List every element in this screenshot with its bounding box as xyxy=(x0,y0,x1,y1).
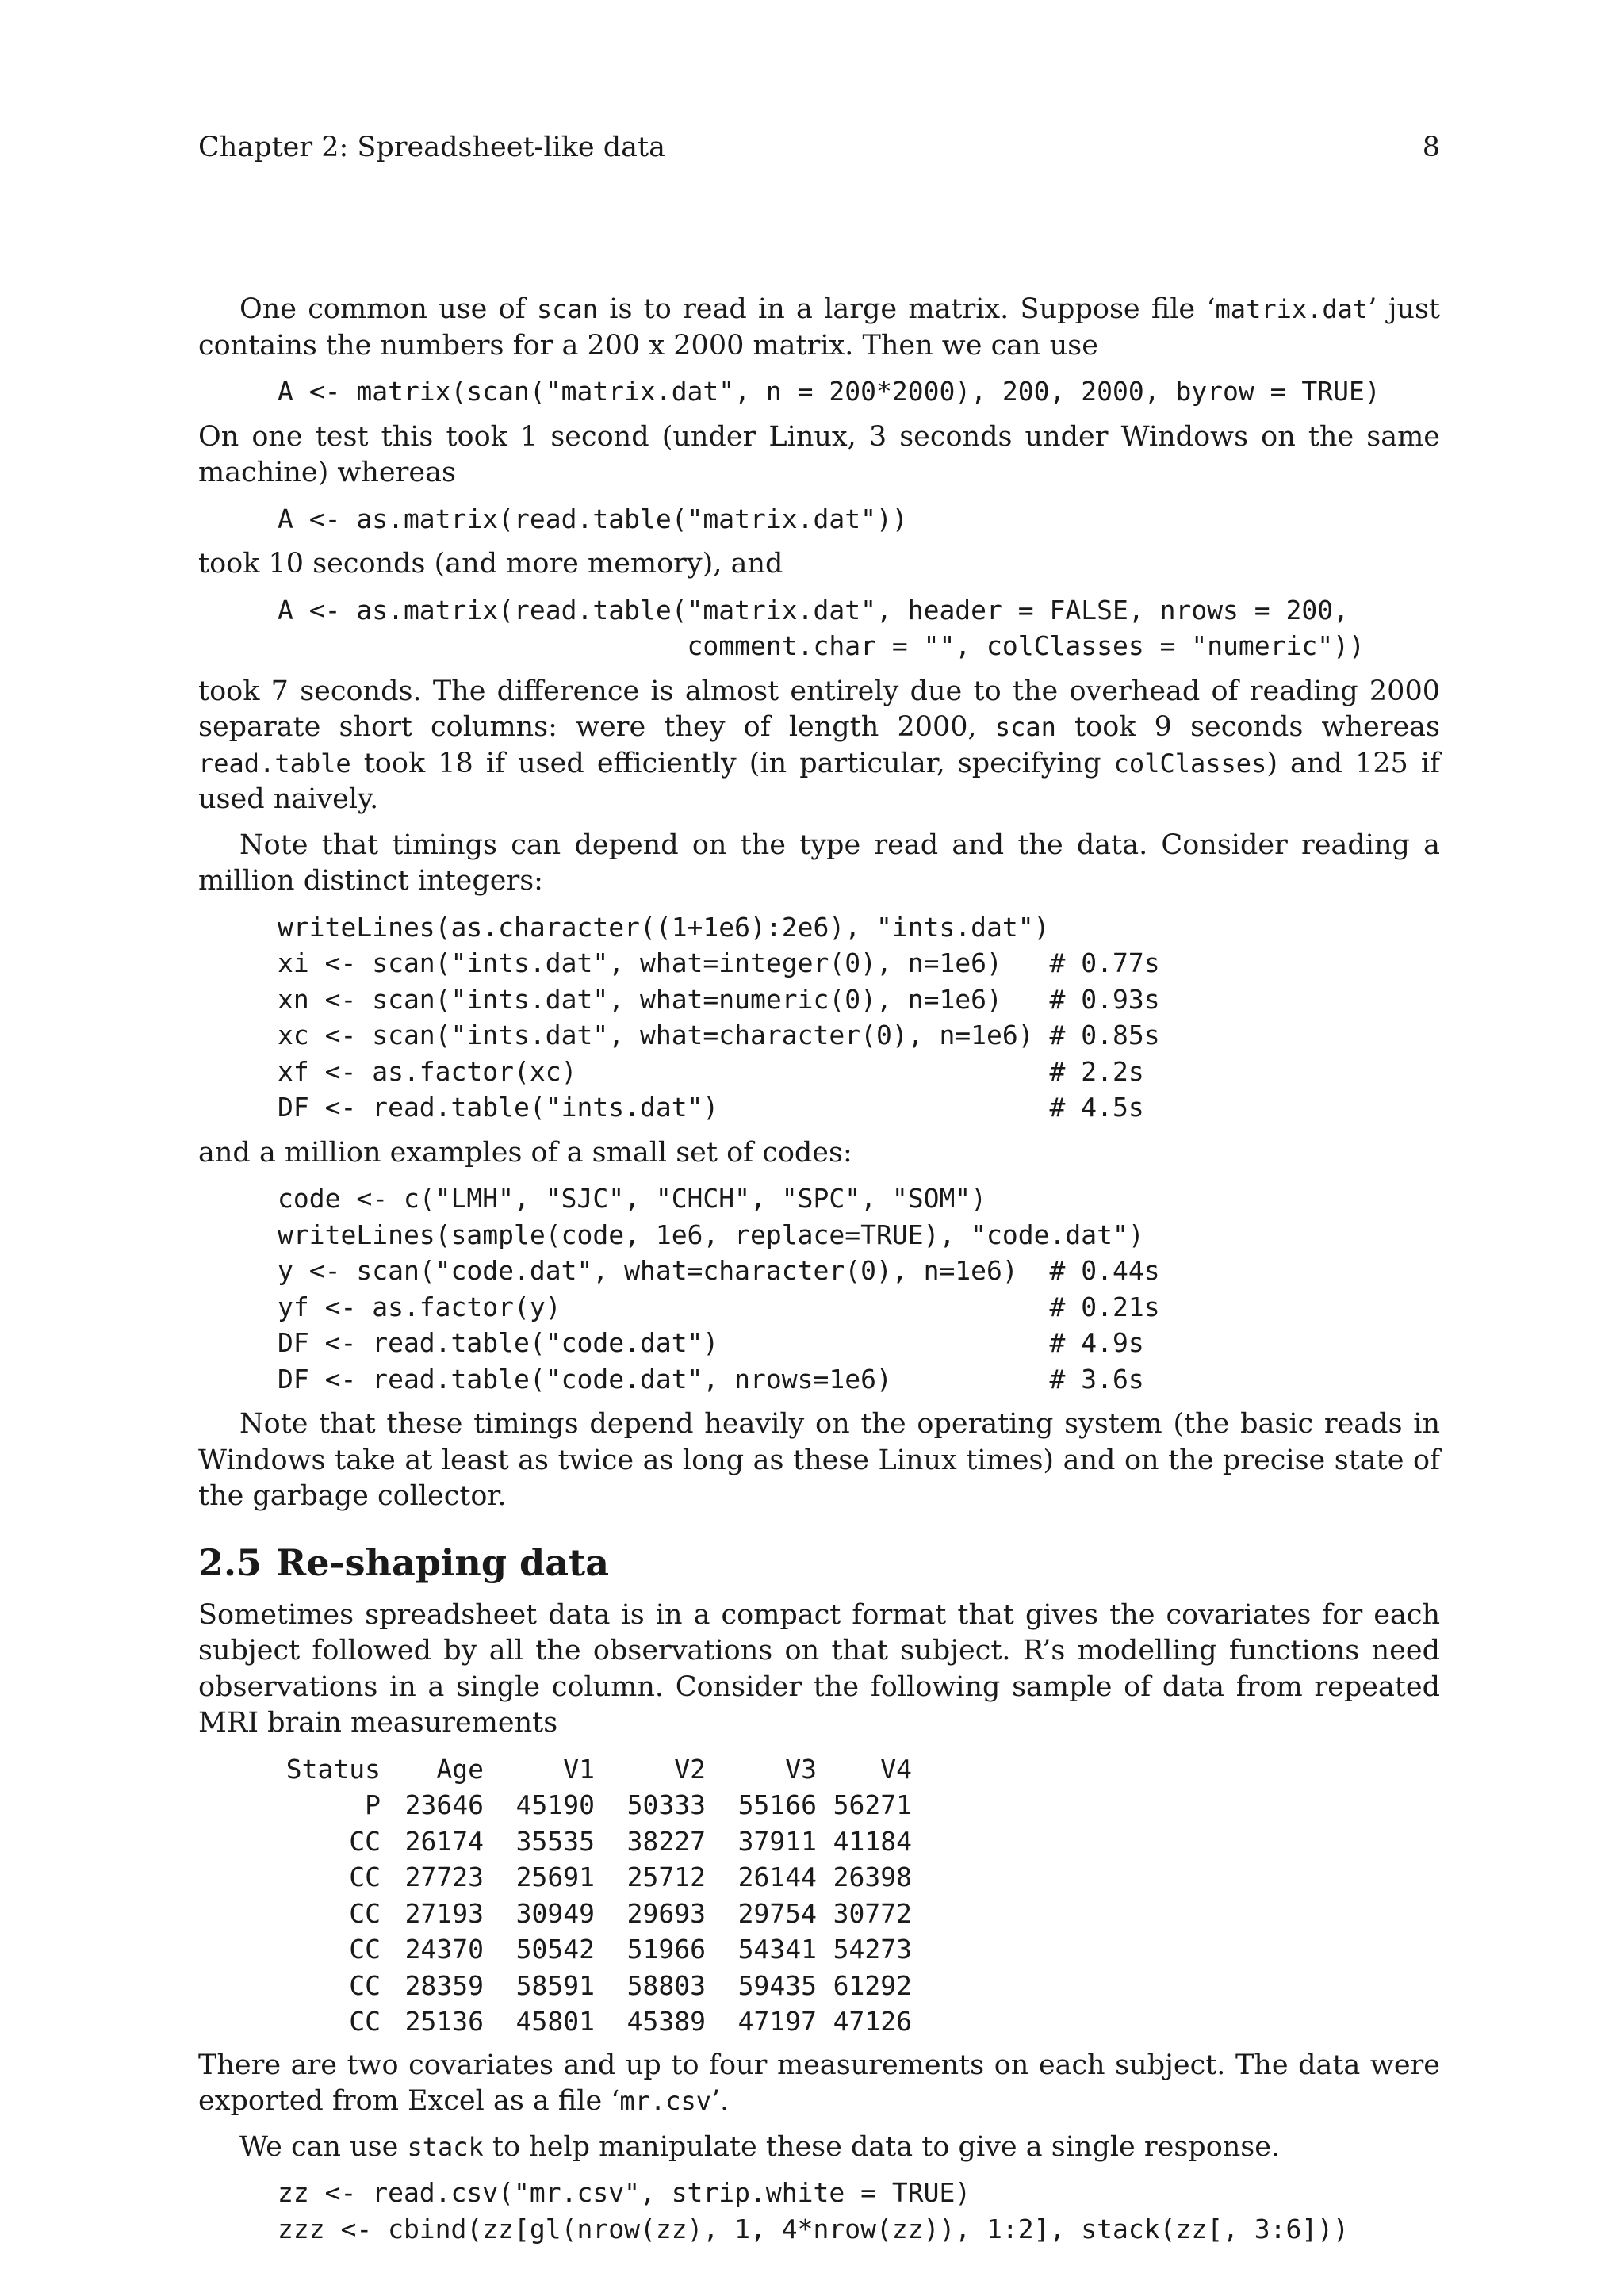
table-cell: 28359 xyxy=(404,1969,484,2001)
table-cell: 58591 xyxy=(515,1969,595,2001)
inline-code: scan xyxy=(994,712,1056,742)
paragraph-stack xyxy=(198,2130,1440,2166)
text-run: There are two covariates and up to four measurements on each subject. The data were exported from Excel as a file ‘ xyxy=(198,2049,1440,2117)
table-cell: 38227 xyxy=(626,1825,706,1857)
inline-code: colClasses xyxy=(1113,748,1267,779)
table-cell: 26144 xyxy=(737,1862,817,1893)
table-cell: 35535 xyxy=(515,1825,595,1857)
text-run: ’. xyxy=(711,2085,730,2117)
table-cell: 27193 xyxy=(404,1897,484,1929)
column-header: V4 xyxy=(880,1753,912,1785)
table-cell: 50333 xyxy=(626,1789,706,1821)
table-cell: 27723 xyxy=(404,1862,484,1893)
table-cell: CC xyxy=(349,1862,381,1893)
chapter-title: Chapter 2: Spreadsheet-like data xyxy=(198,132,665,163)
column-header: V2 xyxy=(674,1753,706,1785)
table-cell: 54341 xyxy=(737,1934,817,1965)
table-cell: 54273 xyxy=(833,1934,912,1965)
text-run: to help manipulate these data to give a single response. xyxy=(483,2130,1281,2163)
section-title: Re-shaping data xyxy=(276,1540,610,1584)
paragraph-timing-1: On one test this took 1 second (under Linux, 3 seconds under Windows on the same machine) whereas xyxy=(198,420,1440,488)
text-run: We can use xyxy=(239,2130,408,2163)
code-block-stack: zz <- read.csv("mr.csv", strip.white = TRUE) zzz <- cbind(zz[gl(nrow(zz), 1, 4*nrow(zz)), 1:2], stack(zz[, 3:6])) xyxy=(278,2177,1350,2244)
table-cell: 45389 xyxy=(626,2006,706,2038)
table-cell: 29693 xyxy=(626,1897,706,1929)
table-cell: 26174 xyxy=(404,1825,484,1857)
inline-code: scan xyxy=(536,294,598,324)
table-cell: CC xyxy=(349,2006,381,2038)
table-cell: 25691 xyxy=(515,1862,595,1893)
table-cell: CC xyxy=(349,1897,381,1929)
text-run: One common use of xyxy=(239,293,537,325)
inline-code: matrix.dat xyxy=(1215,294,1369,324)
table-row xyxy=(278,1931,912,1968)
column-header: Age xyxy=(436,1753,484,1785)
code-block-codes: code <- c("LMH", "SJC", "CHCH", "SPC", "SOM") writeLines(sample(code, 1e6, replace=TRUE), "code.dat") y <- scan("code.dat", what=character(0), n=1e6) # 0.44s yf <- as.factor(y) # 0.21s DF <- read.table("code.dat") # 4.9s DF <- read.table("code.dat", nrows=1e6) # 3.6s xyxy=(278,1183,1160,1395)
table-cell: 24370 xyxy=(404,1934,484,1965)
paragraph-os-note: Note that these timings depend heavily on the operating system (the basic reads in Windows take at least as twice as long as these Linux times) and on the precise state of the garbage collector. xyxy=(198,1408,1440,1512)
inline-code: stack xyxy=(407,2131,484,2162)
table-row xyxy=(278,1823,912,1860)
table-cell: 59435 xyxy=(737,1969,817,2001)
table-cell: P xyxy=(365,1789,381,1821)
table-cell: 47197 xyxy=(737,2006,817,2038)
code-block-matrix-scan: A <- matrix(scan("matrix.dat", n = 200*2000), 200, 2000, byrow = TRUE) xyxy=(278,376,1381,407)
paragraph-timing-2: took 10 seconds (and more memory), and xyxy=(198,548,783,580)
mri-data-table xyxy=(278,1751,912,2040)
table-cell: 58803 xyxy=(626,1969,706,2001)
table-cell: 61292 xyxy=(833,1969,912,2001)
table-row xyxy=(278,2003,912,2040)
text-run: took 7 seconds. The difference is almost entirely due to the overhead of reading 2000 separate short columns: were they of length 2000, xyxy=(198,675,1440,743)
table-cell: 29754 xyxy=(737,1897,817,1929)
section-heading xyxy=(198,1539,1440,1586)
text-run: ) and 125 if used naively. xyxy=(198,747,1440,815)
table-cell: 47126 xyxy=(833,2006,912,2038)
paragraph-reshaping: Sometimes spreadsheet data is in a compact format that gives the covariates for each subject followed by all the observations on that subject. R’s modelling functions need observations in a single column. Consider the following sample of data from repeated MRI brain measurements xyxy=(198,1598,1440,1739)
table-cell: CC xyxy=(349,1969,381,2001)
table-cell: 23646 xyxy=(404,1789,484,1821)
paragraph-covariates xyxy=(198,2048,1440,2120)
paragraph-overhead xyxy=(198,674,1440,818)
column-header: Status xyxy=(285,1753,381,1785)
table-cell: 51966 xyxy=(626,1934,706,1965)
inline-code: mr.csv xyxy=(619,2086,712,2116)
text-run: took 18 if used efficiently (in particular, specifying xyxy=(350,747,1114,779)
table-cell: 50542 xyxy=(515,1934,595,1965)
code-block-ints: writeLines(as.character((1+1e6):2e6), "ints.dat") xi <- scan("ints.dat", what=integer(0), n=1e6) # 0.77s xn <- scan("ints.dat", what=numeric(0), n=1e6) # 0.93s xc <- scan("ints.dat", what=character(0), n=1e6) # 0.85s xf <- as.factor(xc) # 2.2s DF <- read.table("ints.dat") # 4.5s xyxy=(278,911,1160,1123)
paragraph-codes: and a million examples of a small set of codes: xyxy=(198,1136,852,1169)
text-run: ’ just contains the numbers for a 200 x 2000 matrix. Then we can use xyxy=(198,293,1440,362)
section-number: 2.5 xyxy=(198,1540,262,1584)
table-cell: 25712 xyxy=(626,1862,706,1893)
code-block-read-table-args: A <- as.matrix(read.table("matrix.dat", header = FALSE, nrows = 200, comment.char = "", colClasses = "numeric")) xyxy=(278,594,1365,661)
table-cell: CC xyxy=(349,1934,381,1965)
table-row xyxy=(278,1787,912,1823)
code-block-read-table: A <- as.matrix(read.table("matrix.dat")) xyxy=(278,503,908,534)
table-cell: 45190 xyxy=(515,1789,595,1821)
table-cell: 30772 xyxy=(833,1897,912,1929)
table-cell: 37911 xyxy=(737,1825,817,1857)
column-header: V1 xyxy=(563,1753,595,1785)
column-header: V3 xyxy=(785,1753,817,1785)
table-cell: 30949 xyxy=(515,1897,595,1929)
table-cell: 45801 xyxy=(515,2006,595,2038)
table-cell: 25136 xyxy=(404,2006,484,2038)
table-cell: CC xyxy=(349,1825,381,1857)
table-cell: 56271 xyxy=(833,1789,912,1821)
text-run: is to read in a large matrix. Suppose file ‘ xyxy=(597,293,1216,325)
table-row xyxy=(278,1896,912,1932)
paragraph-integers: Note that timings can depend on the type read and the data. Consider reading a million distinct integers: xyxy=(198,828,1440,897)
table-cell: 55166 xyxy=(737,1789,817,1821)
table-row xyxy=(278,1968,912,2004)
inline-code: read.table xyxy=(198,748,351,779)
page-number: 8 xyxy=(1422,132,1440,163)
table-row xyxy=(278,1859,912,1896)
table-cell: 26398 xyxy=(833,1862,912,1893)
table-header-row xyxy=(278,1751,912,1788)
table-cell: 41184 xyxy=(833,1825,912,1857)
running-header xyxy=(198,130,1440,165)
page-body xyxy=(198,292,1440,2256)
paragraph-matrix-intro xyxy=(198,292,1440,364)
text-run: took 9 seconds whereas xyxy=(1055,711,1440,743)
